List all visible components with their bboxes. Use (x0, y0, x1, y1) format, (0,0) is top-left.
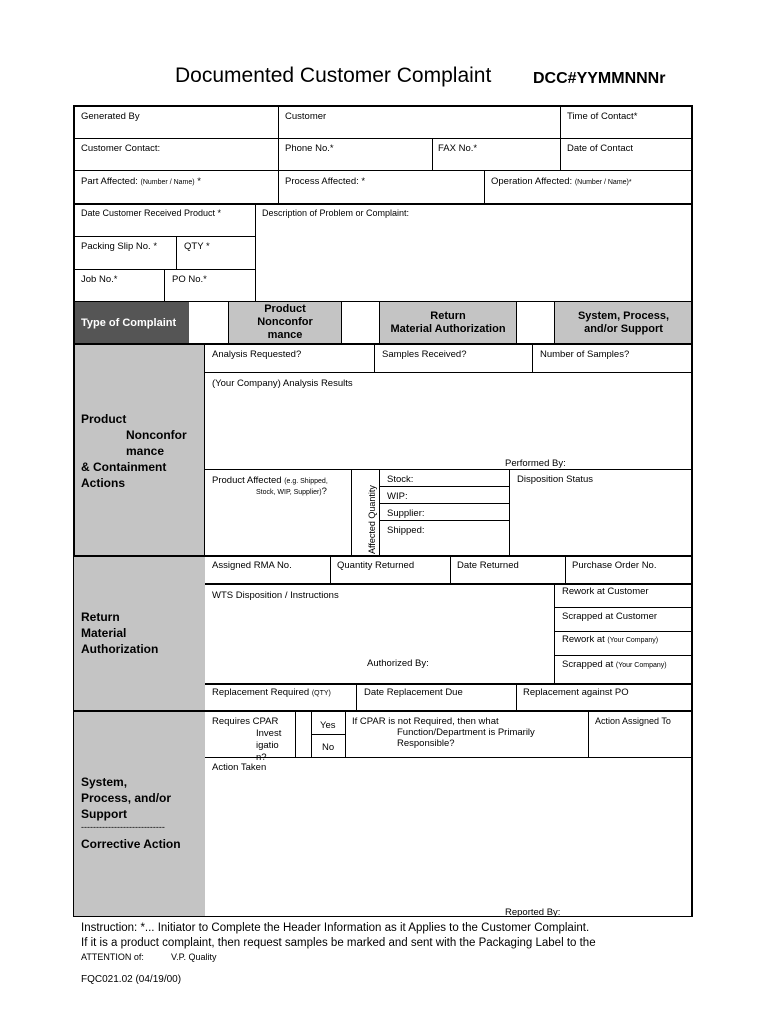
rework-company-label (562, 634, 658, 646)
purchase-order-label: Purchase Order No. (572, 560, 657, 571)
type-box-system[interactable] (517, 303, 554, 343)
number-of-samples-label: Number of Samples? (540, 349, 630, 360)
yes-label: Yes (320, 720, 336, 731)
product-affected-note2: Stock, WIP, Supplier) (256, 489, 322, 496)
part-affected-star: * (197, 176, 201, 187)
invest-l1: Invest (256, 728, 282, 739)
analysis-results-label: (Your Company) Analysis Results (212, 378, 353, 389)
customer-contact-label: Customer Contact: (81, 143, 161, 154)
investigation-label (256, 728, 282, 763)
replacement-required-note: (QTY) (311, 690, 331, 697)
if-cpar-l3: Responsible? (397, 738, 455, 749)
affected-quantity-label: Affected Quantity (367, 485, 377, 554)
if-cpar-l2: Function/Department is Primarily (397, 727, 535, 738)
wts-disposition-label: WTS Disposition / Instructions (212, 590, 339, 601)
operation-affected-text: Operation Affected: (491, 176, 573, 187)
product-affected-q: ? (321, 486, 327, 497)
if-cpar-l1: If CPAR is not Required, then what (352, 716, 499, 727)
fax-label: FAX No.* (438, 143, 478, 154)
performed-by-label: Performed By: (505, 458, 566, 469)
time-of-contact-label: Time of Contact* (567, 111, 638, 122)
date-returned-label: Date Returned (457, 560, 519, 571)
no-label: No (322, 742, 335, 753)
invest-l2: igatio (256, 740, 279, 751)
sps-section-l3: Support (81, 807, 127, 821)
date-replacement-due-label: Date Replacement Due (364, 687, 463, 698)
supplier-label: Supplier: (387, 508, 425, 519)
scrapped-customer-label: Scrapped at Customer (562, 611, 658, 622)
rework-company-text: Rework at (562, 634, 605, 645)
instruction-line-2: If it is a product complaint, then request samples be marked and sent with the Packaging Label to the (81, 937, 596, 949)
part-affected-text: Part Affected: (81, 176, 138, 187)
action-assigned-label: Action Assigned To (595, 716, 671, 726)
replacement-required-label (212, 687, 331, 699)
sps-section-l1: System, (81, 775, 128, 789)
job-no-label: Job No.* (81, 274, 118, 285)
shipped-label: Shipped: (387, 525, 425, 536)
replacement-required-text: Replacement Required (212, 687, 310, 698)
operation-affected-note: (Number / Name)* (574, 179, 632, 186)
attention-label: ATTENTION of: (81, 952, 144, 962)
description-label: Description of Problem or Complaint: (262, 208, 410, 218)
type-system-l2: and/or Support (584, 323, 663, 335)
sps-divider: ---------------------------- (81, 822, 165, 832)
date-of-contact-label: Date of Contact (567, 143, 634, 154)
instruction-line-1: Instruction: *... Initiator to Complete the Header Information as it Applies to the Customer Complaint. (81, 922, 590, 934)
po-no-label: PO No.* (172, 274, 207, 285)
invest-l3: n? (256, 752, 267, 763)
type-box-rma[interactable] (342, 303, 379, 343)
quantity-returned-label: Quantity Returned (337, 560, 415, 571)
pnc-section-l4: & Containment (81, 460, 167, 474)
part-affected-note: (Number / Name) (140, 179, 195, 186)
form-title: Documented Customer Complaint (175, 64, 492, 87)
date-received-label: Date Customer Received Product * (81, 208, 222, 218)
rma-section-title (81, 609, 158, 657)
type-rma-l1: Return (430, 310, 466, 322)
rework-customer-label: Rework at Customer (562, 586, 649, 597)
form-number: FQC021.02 (04/19/00) (81, 974, 182, 985)
analysis-requested-label: Analysis Requested? (212, 349, 302, 360)
phone-label: Phone No.* (285, 143, 334, 154)
type-rma-l2: Material Authorization (390, 323, 506, 335)
type-product-l2: Nonconfor (257, 316, 313, 328)
pnc-section-l5: Actions (81, 476, 126, 490)
operation-affected-label (491, 176, 632, 188)
type-product-l1: Product (264, 303, 306, 315)
rework-company-note: (Your Company) (607, 637, 659, 644)
type-product-l3: mance (267, 329, 303, 341)
replacement-against-po-label: Replacement against PO (523, 687, 629, 698)
reported-by-label: Reported By: (505, 907, 561, 918)
vp-quality-label: V.P. Quality (171, 952, 217, 962)
action-taken-label: Action Taken (212, 762, 267, 773)
sps-section-l2: Process, and/or (81, 791, 172, 805)
part-affected-label (81, 176, 201, 188)
type-rma-label (380, 310, 516, 336)
rma-section-l3: Authorization (81, 642, 159, 656)
requires-cpar-label: Requires CPAR (212, 716, 279, 727)
rma-section-l1: Return (81, 610, 120, 624)
product-affected-label-2 (256, 486, 327, 498)
process-affected-label: Process Affected: * (285, 176, 366, 187)
if-cpar-label (352, 716, 535, 749)
wip-label: WIP: (387, 491, 408, 502)
cpar-yes-checkbox[interactable] (296, 713, 311, 734)
sps-section-l4: Corrective Action (81, 837, 181, 851)
disposition-status-label: Disposition Status (517, 474, 594, 485)
scrapped-company-text: Scrapped at (562, 659, 614, 670)
rma-section-l2: Material (81, 626, 127, 640)
type-of-complaint-label: Type of Complaint (81, 317, 177, 329)
type-product-nonconformance-label (229, 303, 341, 342)
assigned-rma-label: Assigned RMA No. (212, 560, 292, 571)
packing-slip-label: Packing Slip No. * (81, 241, 158, 252)
pnc-section-l2: Nonconfor (126, 428, 187, 442)
customer-label: Customer (285, 111, 327, 122)
sps-section-title (81, 774, 181, 852)
product-affected-text: Product Affected (212, 475, 282, 486)
scrapped-company-note: (Your Company) (615, 662, 667, 669)
generated-by-label: Generated By (81, 111, 140, 122)
stock-label: Stock: (387, 474, 414, 485)
type-system-l1: System, Process, (577, 310, 670, 322)
qty-label: QTY * (184, 241, 210, 252)
pnc-section-l1: Product (81, 412, 127, 426)
pnc-section-title (81, 411, 187, 491)
type-box-product[interactable] (190, 303, 228, 343)
type-system-label (555, 310, 692, 336)
product-affected-note1: (e.g. Shipped, (284, 478, 328, 485)
pnc-section-l3: mance (126, 444, 165, 458)
dcc-number: DCC#YYMMNNNr (533, 70, 666, 87)
samples-received-label: Samples Received? (382, 349, 467, 360)
scrapped-company-label (562, 659, 667, 671)
cpar-no-checkbox[interactable] (296, 735, 311, 757)
authorized-by-label: Authorized By: (367, 658, 429, 669)
